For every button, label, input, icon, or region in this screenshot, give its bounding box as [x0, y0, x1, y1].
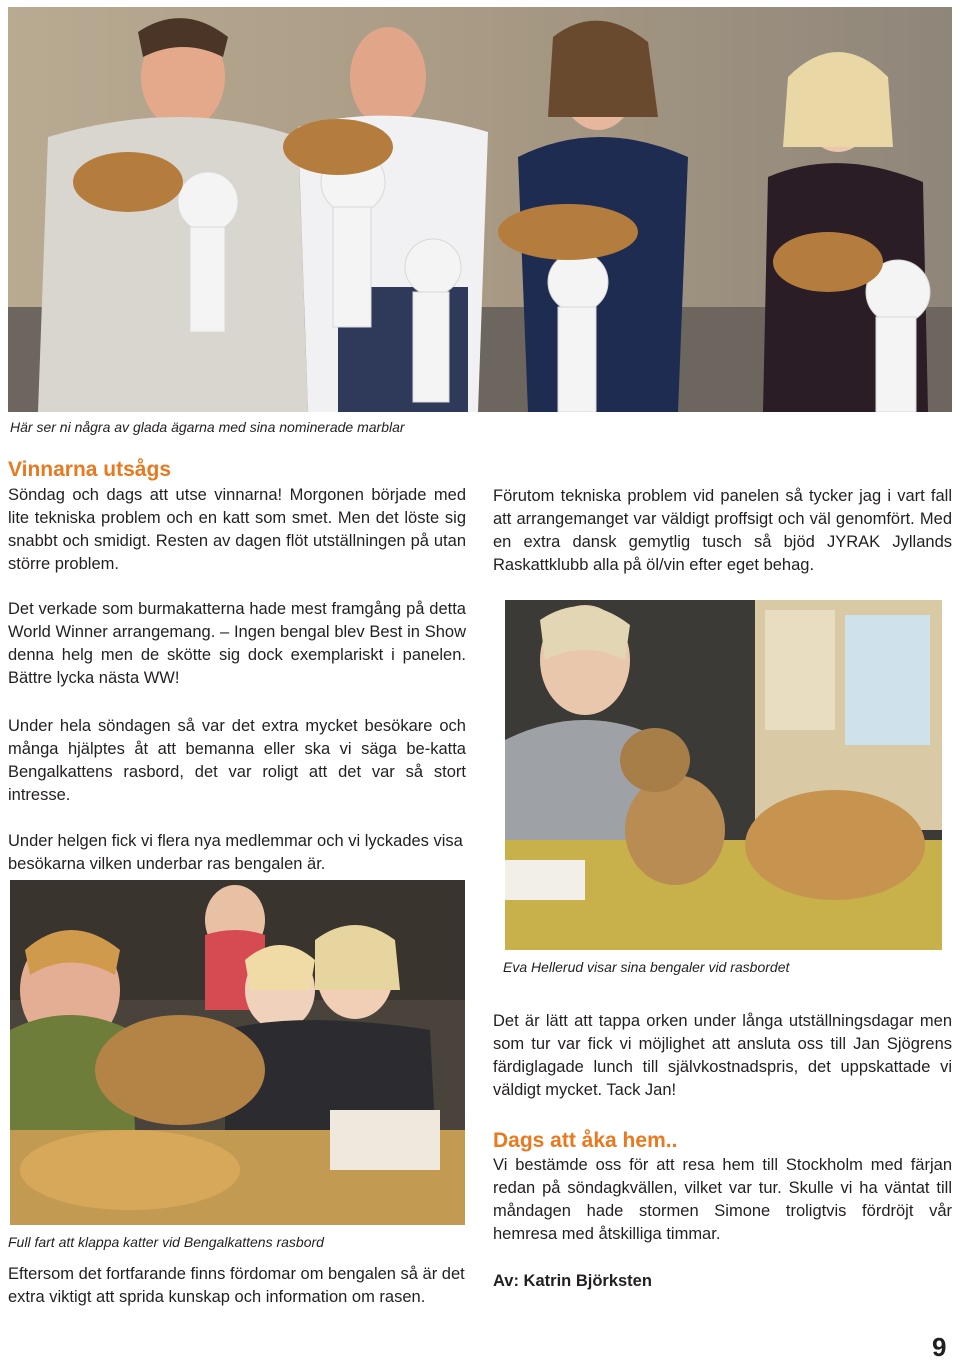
- paragraph-visitors: Under hela söndagen så var det extra mycket besökare och många hjälptes åt att bemanna eller ska vi säga be-katta Bengalkattens rasbord, det var roligt att det var så stort intresse.: [8, 717, 466, 804]
- top-photo-caption: Här ser ni några av glada ägarna med sina nominerade marblar: [10, 419, 405, 435]
- top-photo-owners-with-cats: [8, 7, 952, 412]
- paragraph-burmese: Det verkade som burmakatterna hade mest framgång på detta World Winner arrangemang. – Ingen bengal blev Best in Show denna helg men de skötte sig dock exemplariskt i panelen. Bättre lycka nästa WW!: [8, 600, 466, 687]
- paragraph-going-home: Vi bestämde oss för att resa hem till Stockholm med färjan redan på söndagkvällen, vilket var tur. Skulle vi ha väntat till måndagen hade stormen Simone troligtvis fördröjt vår hemresa med åtskilliga timmar.: [493, 1156, 952, 1243]
- right-photo-caption: Eva Hellerud visar sina bengaler vid rasbordet: [503, 959, 790, 975]
- section-heading-going-home: Dags att åka hem..: [493, 1129, 678, 1152]
- bottom-photo-caption: Full fart att klappa katter vid Bengalkattens rasbord: [8, 1234, 324, 1250]
- paragraph-new-members: Under helgen fick vi flera nya medlemmar och vi lyckades visa besökarna vilken underbar ras bengalen är.: [8, 832, 463, 873]
- paragraph-prejudice: Eftersom det fortfarande finns fördomar om bengalen så är det extra viktigt att sprida kunskap och information om rasen.: [8, 1265, 465, 1306]
- bottom-photo-children-petting-cats: [10, 880, 465, 1225]
- right-photo-eva-with-cats: [505, 600, 942, 950]
- paragraph-lunch: Det är lätt att tappa orken under långa utställningsdagar men som tur var fick vi möjlighet att ansluta oss till Jan Sjögrens färdiglagade lunch till självkostnadspris, det uppskattade vi väldigt mycket. Tack Jan!: [493, 1012, 952, 1099]
- page-number: 9: [932, 1332, 947, 1362]
- paragraph-panel: Förutom tekniska problem vid panelen så tycker jag i vart fall att arrangemanget var väldigt proffsigt och väl genomfört. Med en extra dansk gemytlig tusch så bjöd JYRAK Jyllands Raskattklubb alla på öl/vin efter eget behag.: [493, 487, 952, 574]
- author-byline: Av: Katrin Björksten: [493, 1272, 652, 1290]
- paragraph-sunday: Söndag och dags att utse vinnarna! Morgonen började med lite tekniska problem och en katt som smet. Men det löste sig snabbt och smidigt. Resten av dagen flöt utställningen på utan större problem.: [8, 486, 466, 573]
- section-heading-winners: Vinnarna utsågs: [8, 458, 171, 481]
